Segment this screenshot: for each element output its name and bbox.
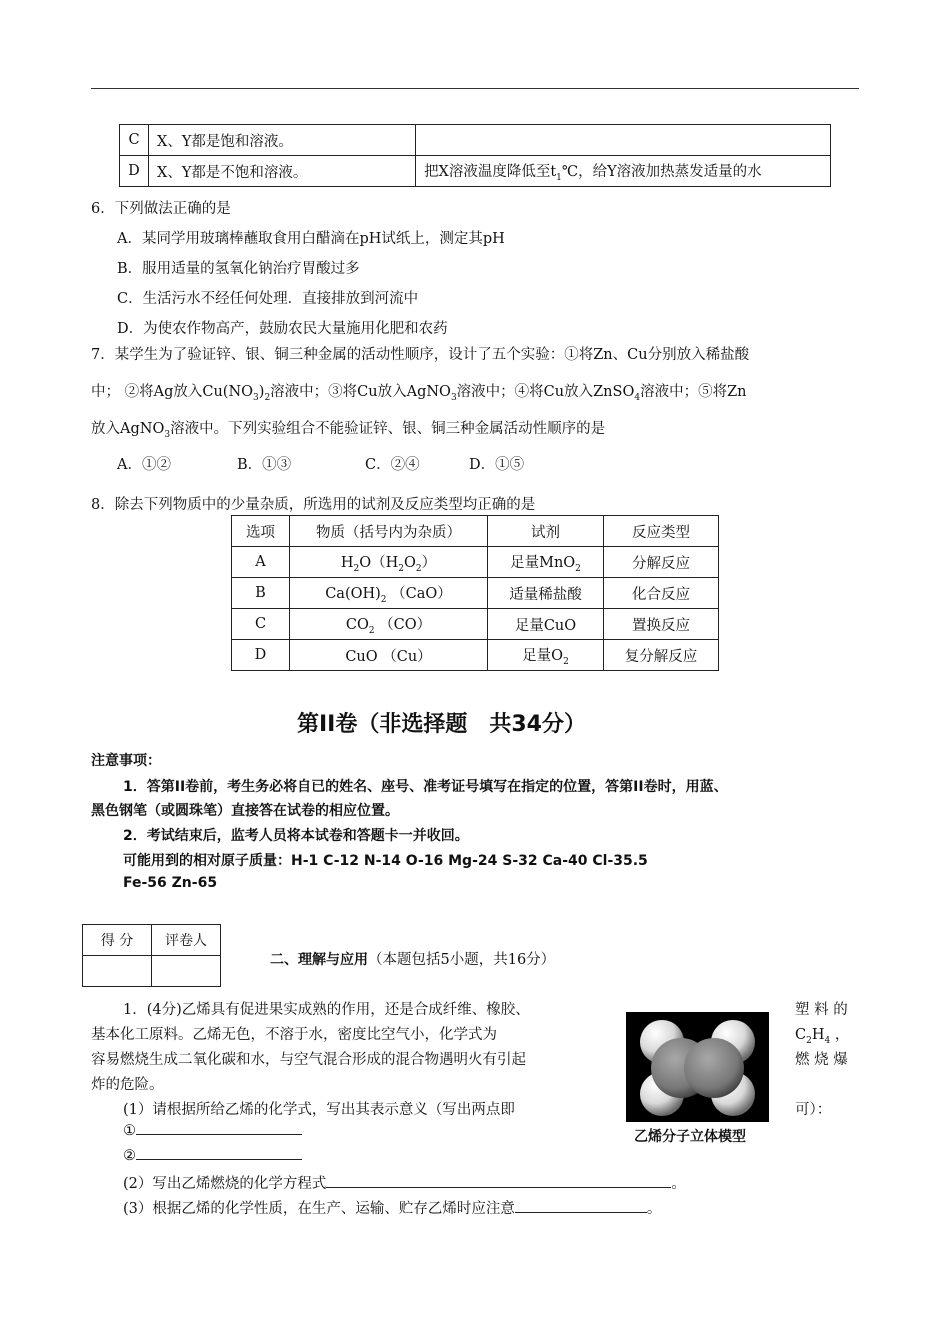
notice-1-cont: 黑色钢笔（或圆珠笔）直接答在试卷的相应位置。 (91, 803, 399, 819)
option-cell: B (232, 578, 290, 609)
header-cell: 物质（括号内为杂质） (290, 516, 488, 547)
q8-stem: 8．除去下列物质中的少量杂质，所选用的试剂及反应类型均正确的是 (91, 497, 536, 513)
q8-table (231, 515, 719, 671)
q7-option-b: B．①③ (237, 457, 292, 473)
q7-option-c: C．②④ (365, 457, 420, 473)
notice-2: 2．考试结束后，监考人员将本试卷和答题卡一并收回。 (123, 828, 469, 844)
score-label: 得 分 (83, 925, 152, 956)
q7-option-d: D．①⑤ (469, 457, 525, 473)
q7-line1: 7．某学生为了验证锌、银、铜三种金属的活动性顺序，设计了五个实验：①将Zn、Cu分别放入稀盐酸 (91, 347, 750, 363)
reaction-type-cell: 置换反应 (604, 609, 719, 640)
q7-option-a: A．①② (117, 457, 171, 473)
grader-field[interactable] (152, 956, 221, 987)
score-field[interactable] (83, 956, 152, 987)
method-cell: 把X溶液温度降低至$t_1℃$，给Y溶液加热蒸发适量的水 (416, 156, 831, 187)
notice-heading: 注意事项： (91, 753, 161, 769)
q1-blank-2: ② (123, 1147, 302, 1164)
header-cell: 反应类型 (604, 516, 719, 547)
description-cell: X、Y都是不饱和溶液。 (149, 156, 416, 187)
table-row (232, 609, 719, 640)
part2-heading: 二、理解与应用（本题包括5小题，共16分） (270, 952, 556, 968)
description-cell: X、Y都是饱和溶液。 (149, 125, 416, 156)
answer-blank[interactable] (136, 1147, 302, 1160)
answer-blank[interactable] (515, 1200, 647, 1213)
table-row (120, 125, 831, 156)
q1-line2: 基本化工原料。乙烯无色，不溶于水，密度比空气小，化学式为 (91, 1027, 497, 1043)
table-row (232, 640, 719, 671)
reaction-type-cell: 复分解反应 (604, 640, 719, 671)
q1-formula: $C_2H_4$ ， (795, 1027, 850, 1046)
reaction-type-cell: 化合反应 (604, 578, 719, 609)
score-header-row (83, 925, 221, 956)
q1-line4: 炸的危险。 (91, 1077, 164, 1093)
score-box (82, 924, 221, 987)
section-title: 第II卷（非选择题 共34分） (297, 712, 586, 737)
grader-label: 评卷人 (152, 925, 221, 956)
q1-part1-right: 可）： (795, 1102, 832, 1118)
top-table (119, 124, 831, 187)
reagent-cell: 适量稀盐酸 (488, 578, 604, 609)
reagent-cell: 足量CuO (488, 609, 604, 640)
atomic-masses-cont: Fe-56 Zn-65 (123, 875, 218, 891)
substance-cell: CuO （Cu） (290, 640, 488, 671)
option-cell: C (232, 609, 290, 640)
notice-1: 1．答第II卷前，考生务必将自已的姓名、座号、准考证号填写在指定的位置，答第II卷时，用蓝、 (123, 779, 728, 795)
substance-cell: $CO_2$ （CO） (290, 609, 488, 640)
substance-cell: $Ca(OH)_2$ （CaO） (290, 578, 488, 609)
header-cell: 试剂 (488, 516, 604, 547)
answer-blank[interactable] (136, 1122, 302, 1135)
q1-part2: (2）写出乙烯燃烧的化学方程式 。 (123, 1176, 686, 1192)
ethylene-molecule-icon (626, 1012, 769, 1122)
q1-line3: 容易燃烧生成二氧化碳和水，与空气混合形成的混合物遇明火有引起 (91, 1052, 526, 1068)
q1-part1: (1）请根据所给乙烯的化学式，写出其表示意义（写出两点即 (123, 1102, 515, 1118)
table-row (232, 547, 719, 578)
q6-option-b: B．服用适量的氢氧化钠治疗胃酸过多 (117, 261, 360, 277)
option-cell: A (232, 547, 290, 578)
atomic-masses: 可能用到的相对原子质量：H-1 C-12 N-14 O-16 Mg-24 S-32 Ca-40 Cl-35.5 (123, 853, 648, 869)
table-row (120, 156, 831, 187)
reaction-type-cell: 分解反应 (604, 547, 719, 578)
answer-blank[interactable] (326, 1175, 671, 1188)
q6-option-c: C．生活污水不经任何处理．直接排放到河流中 (117, 291, 419, 307)
table-row (232, 578, 719, 609)
reagent-cell: 足量MnO$_2$ (488, 547, 604, 578)
q6-stem: 6．下列做法正确的是 (91, 201, 231, 217)
option-cell: D (120, 156, 149, 187)
q1-blank-1: ① (123, 1122, 302, 1139)
q1-line1: 1．(4分)乙烯具有促进果实成熟的作用，还是合成纤维、橡胶、 (123, 1002, 530, 1018)
score-input-row (83, 956, 221, 987)
ethylene-model-image (626, 1012, 769, 1122)
q1-part3: (3）根据乙烯的化学性质，在生产、运输、贮存乙烯时应注意 。 (123, 1201, 662, 1217)
q6-option-d: D．为使农作物高产，鼓励农民大量施用化肥和农药 (117, 321, 448, 337)
header-cell: 选项 (232, 516, 290, 547)
header-rule (91, 88, 859, 89)
table-header-row (232, 516, 719, 547)
method-cell (416, 125, 831, 156)
option-cell: D (232, 640, 290, 671)
option-cell: C (120, 125, 149, 156)
q6-option-a: A．某同学用玻璃棒蘸取食用白醋滴在pH试纸上，测定其pH (117, 231, 505, 247)
substance-cell: $H_2O(H_2O_2)$ (290, 547, 488, 578)
q1-line1-right: 塑 料 的 (795, 1002, 848, 1018)
reagent-cell: 足量$O_2$ (488, 640, 604, 671)
molecule-caption: 乙烯分子立体模型 (634, 1129, 746, 1145)
q1-line3-right: 燃 烧 爆 (795, 1052, 848, 1068)
q7-line3: 放入AgNO$_3$溶液中。下列实验组合不能验证锌、银、铜三种金属活动性顺序的是 (91, 421, 606, 440)
q7-line2: 中； ②将Ag放入$Cu(NO_3)_2$溶液中；③将Cu放入AgNO$_3$溶液中；④将Cu放入ZnSO$_4$溶液中；⑤将Zn (91, 384, 747, 403)
